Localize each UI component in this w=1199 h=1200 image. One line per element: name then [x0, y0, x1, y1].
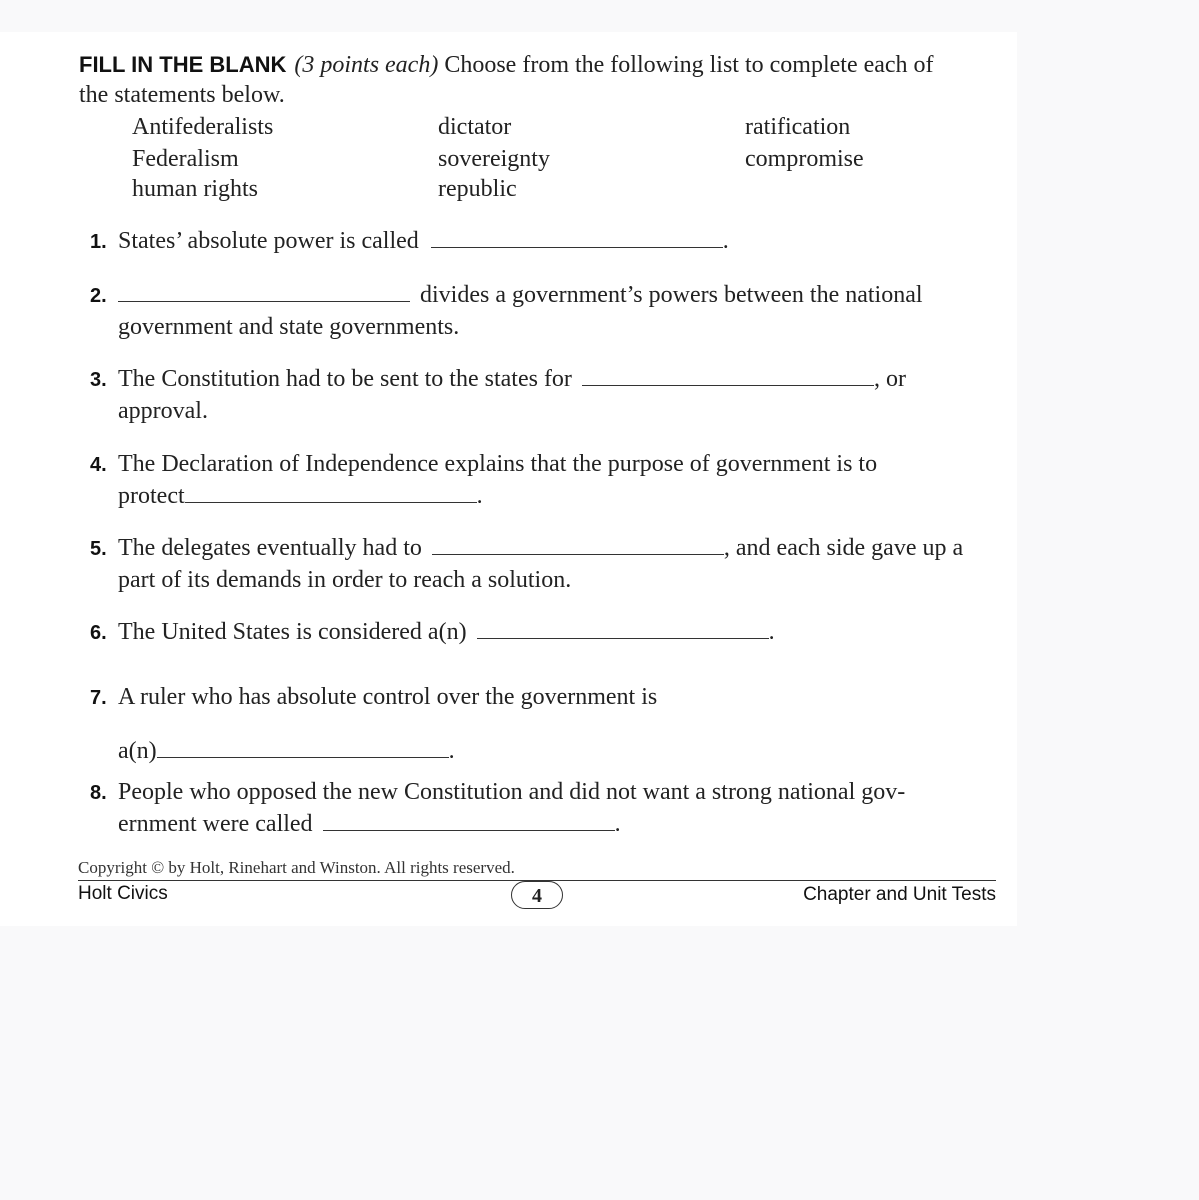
question-text: People who opposed the new Constitution and did not want a strong national gov-	[118, 779, 906, 805]
question-5	[90, 533, 1000, 596]
word-bank-item: ratification	[745, 114, 851, 140]
answer-blank[interactable]	[118, 283, 410, 302]
answer-blank[interactable]	[431, 229, 723, 248]
question-number: 5.	[90, 538, 107, 560]
question-text: States’ absolute power is called	[118, 228, 419, 254]
section-name: Chapter and Unit Tests	[803, 884, 996, 905]
question-number: 7.	[90, 687, 107, 709]
question-text: The United States is considered a(n)	[118, 619, 467, 645]
question-text: A ruler who has absolute control over the government is	[118, 684, 658, 710]
question-4	[90, 449, 1000, 512]
question-text: protect	[118, 483, 185, 509]
question-text: .	[722, 228, 729, 254]
word-bank-item: sovereignty	[438, 146, 550, 172]
question-number: 8.	[90, 782, 107, 804]
question-text: .	[476, 483, 483, 509]
word-bank-item: compromise	[745, 146, 864, 172]
worksheet-page	[0, 32, 1017, 926]
question-text: , and each side gave up a	[723, 535, 964, 561]
question-1	[90, 226, 1000, 258]
question-7	[90, 671, 1000, 778]
answer-blank[interactable]	[157, 739, 449, 758]
question-text: approval.	[118, 398, 208, 424]
answer-blank[interactable]	[477, 620, 769, 639]
word-bank-item: Antifederalists	[132, 114, 274, 140]
word-bank-item: republic	[438, 176, 517, 202]
question-text: part of its demands in order to reach a solution.	[118, 567, 572, 593]
copyright-notice: Copyright © by Holt, Rinehart and Winston. All rights reserved.	[78, 858, 515, 877]
question-2	[90, 280, 1000, 343]
question-number: 6.	[90, 622, 107, 644]
question-text: The Constitution had to be sent to the states for	[118, 366, 572, 392]
question-text: .	[448, 738, 455, 764]
answer-blank[interactable]	[582, 367, 874, 386]
answer-blank[interactable]	[185, 484, 477, 503]
question-text: , or	[873, 366, 906, 392]
instruction-text: Choose from the following list to complete each of	[444, 52, 934, 78]
answer-blank[interactable]	[432, 536, 724, 555]
question-text: divides a government’s powers between the national	[420, 282, 923, 308]
question-text: The delegates eventually had to	[118, 535, 422, 561]
question-number: 1.	[90, 231, 107, 253]
points-note: (3 points each)	[294, 52, 439, 78]
question-3	[90, 364, 1000, 427]
word-bank-item: dictator	[438, 114, 512, 140]
question-8	[90, 777, 1000, 840]
book-title: Holt Civics	[78, 883, 168, 904]
question-text: The Declaration of Independence explains that the purpose of government is to	[118, 451, 878, 477]
page-number: 4	[511, 881, 563, 909]
instruction-text-cont: the statements below.	[79, 82, 285, 108]
question-text: ernment were called	[118, 811, 313, 837]
question-text: a(n)	[118, 738, 157, 764]
question-number: 4.	[90, 454, 107, 476]
question-text: .	[768, 619, 775, 645]
question-text: .	[614, 811, 621, 837]
question-text: government and state governments.	[118, 314, 460, 340]
question-6	[90, 617, 1000, 649]
word-bank-item: Federalism	[132, 146, 239, 172]
word-bank-item: human rights	[132, 176, 258, 202]
question-number: 3.	[90, 369, 107, 391]
answer-blank[interactable]	[323, 812, 615, 831]
section-title: FILL IN THE BLANK	[79, 52, 287, 77]
instructions	[79, 50, 999, 110]
question-number: 2.	[90, 285, 107, 307]
